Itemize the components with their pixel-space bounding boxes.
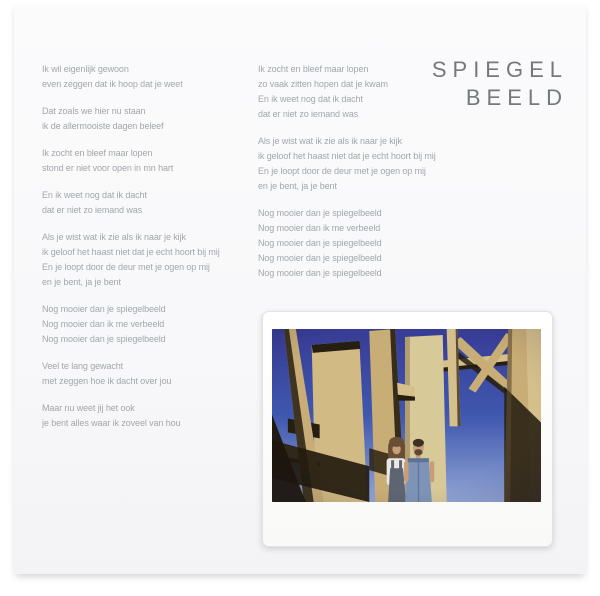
- lyric-line: Als je wist wat ik zie als ik naar je kijk: [42, 232, 186, 242]
- lyric-line: Nog mooier dan je spiegelbeeld: [42, 304, 166, 314]
- lyric-stanza: [258, 134, 436, 194]
- lyric-line: dat er niet zo iemand was: [42, 205, 143, 215]
- polaroid-photo: [262, 311, 553, 547]
- lyric-line: Nog mooier dan je spiegelbeeld: [42, 334, 166, 344]
- lyric-line: Nog mooier dan je spiegelbeeld: [258, 208, 382, 218]
- lyric-line: dat er niet zo iemand was: [258, 109, 359, 119]
- lyric-line: Nog mooier dan ik me verbeeld: [42, 319, 165, 329]
- lyric-line: Ik wil eigenlijk gewoon: [42, 64, 129, 74]
- album-title-line-2: BEELD: [465, 85, 568, 110]
- lyric-line: Veel te lang gewacht: [42, 361, 124, 371]
- lyric-line: Nog mooier dan je spiegelbeeld: [258, 268, 382, 278]
- lyric-stanza: [42, 359, 220, 389]
- lyric-line: Nog mooier dan ik me verbeeld: [258, 223, 381, 233]
- lyric-line: je bent alles waar ik zoveel van hou: [42, 418, 181, 428]
- lyric-line: met zeggen hoe ik dacht over jou: [42, 376, 172, 386]
- lyrics-column-right: [258, 62, 436, 293]
- lyric-stanza: [258, 62, 436, 122]
- lyric-line: En ik weet nog dat ik dacht: [42, 190, 147, 200]
- lyric-stanza: [42, 62, 220, 92]
- lyric-line: stond er niet voor open in mn hart: [42, 163, 174, 173]
- lyric-line: Maar nu weet jij het ook: [42, 403, 135, 413]
- lyric-line: Nog mooier dan je spiegelbeeld: [258, 253, 382, 263]
- lyric-line: En ik weet nog dat ik dacht: [258, 94, 363, 104]
- lyric-stanza: [258, 206, 436, 281]
- lyric-stanza: [42, 230, 220, 290]
- lyric-line: even zeggen dat ik hoop dat je weet: [42, 79, 183, 89]
- lyric-line: zo vaak zitten hopen dat je kwam: [258, 79, 388, 89]
- lyric-line: Ik zocht en bleef maar lopen: [42, 148, 153, 158]
- photo-scene: [272, 329, 541, 502]
- lyric-line: En je loopt door de deur met je ogen op mij: [258, 166, 426, 176]
- lyric-line: Dat zoals we hier nu staan: [42, 106, 146, 116]
- lyric-line: ik geloof het haast niet dat je echt hoort bij mij: [42, 247, 220, 257]
- lyric-line: Als je wist wat ik zie als ik naar je kijk: [258, 136, 402, 146]
- photo-vignette: [272, 329, 541, 502]
- photo-image: [272, 329, 541, 502]
- lyric-stanza: [42, 104, 220, 134]
- lyric-line: En je loopt door de deur met je ogen op mij: [42, 262, 210, 272]
- lyric-line: en je bent, ja je bent: [258, 181, 337, 191]
- album-title: [432, 56, 568, 112]
- album-title-line-1: SPIEGEL: [431, 57, 568, 82]
- lyric-line: Nog mooier dan je spiegelbeeld: [258, 238, 382, 248]
- lyric-stanza: [42, 302, 220, 347]
- lyrics-column-left: [42, 62, 220, 443]
- lyric-line: ik geloof het haast niet dat je echt hoort bij mij: [258, 151, 436, 161]
- lyric-stanza: [42, 146, 220, 176]
- lyric-stanza: [42, 401, 220, 431]
- lyric-line: Ik zocht en bleef maar lopen: [258, 64, 369, 74]
- booklet-page: [14, 4, 586, 574]
- lyric-line: en je bent, ja je bent: [42, 277, 121, 287]
- lyric-line: ik de allermooiste dagen beleef: [42, 121, 164, 131]
- lyric-stanza: [42, 188, 220, 218]
